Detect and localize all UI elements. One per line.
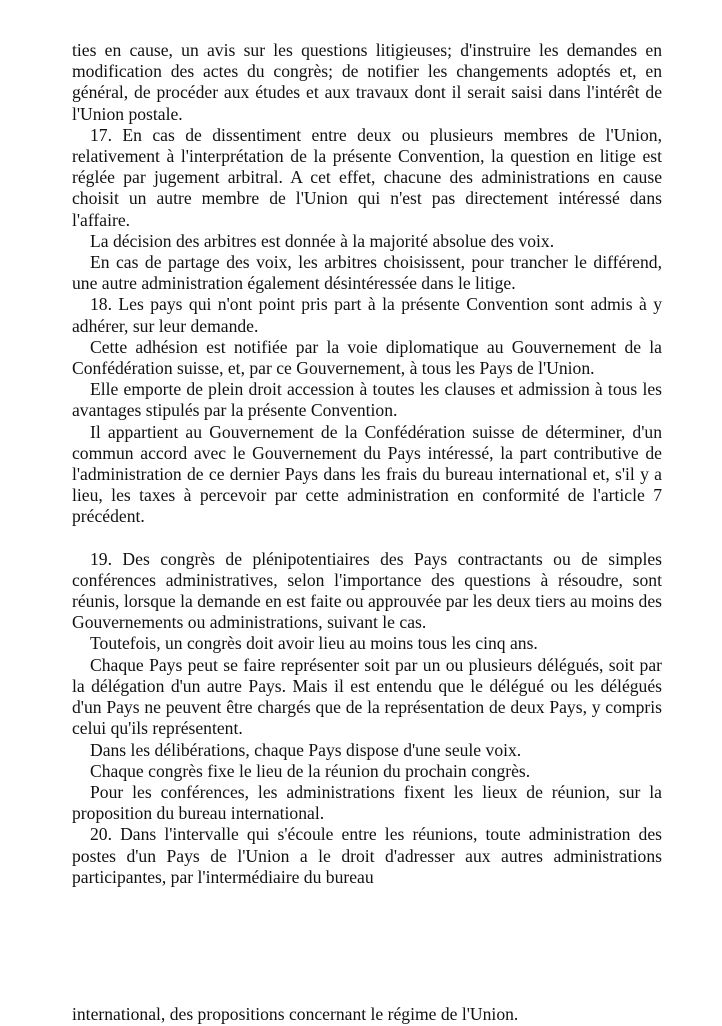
paragraph-17: 17. En cas de dissentiment entre deux ou plusieurs membres de l'Union, relativement à l'interprétation de la présente Convention, la question en litige est réglée par jugement arbitral. A cet effet, chacune des administrations en cause choisit un autre membre de l'Union qui n'est pas directement intéressé dans l'affaire. [72,124,662,230]
paragraph-19-conferences: Pour les conférences, les administrations fixent les lieux de réunion, sur la proposition du bureau international. [72,781,662,824]
section-spacer [72,528,662,549]
paragraph-19: 19. Des congrès de plénipotentiaires des Pays contractants ou de simples conférences administratives, selon l'importance des questions à résoudre, sont réunis, lorsque la demande en est faite ou approuvée par les deux tiers au moins des Gouvernements ou administrations, suivant le cas. [72,548,662,633]
paragraph-18: 18. Les pays qui n'ont point pris part à la présente Convention sont admis à y adhérer, sur leur demande. [72,294,662,336]
paragraph-19-cinq-ans: Toutefois, un congrès doit avoir lieu au moins tous les cinq ans. [90,633,538,654]
paragraph-16-continued: ties en cause, un avis sur les questions litigieuses; d'instruire les demandes en modification des actes du congrès; de notifier les changements adoptés et, en général, de procéder aux études et aux travaux dont il serait saisi dans l'intérêt de l'Union postale. [72,40,662,124]
paragraph-19-delegues: Chaque Pays peut se faire représenter soit par un ou plusieurs délégués, soit par la délégation d'un autre Pays. Mais il est entendu que le délégué ou les délégués d'un Pays ne peuvent être chargés que de la représentation de deux Pays, y compris celui qu'ils représentent. [72,654,662,739]
cut-off-line: international, des propositions concernant le régime de l'Union. [72,1004,519,1024]
document-page [72,40,662,888]
paragraph-20: 20. Dans l'intervalle qui s'écoule entre les réunions, toute administration des postes d'un Pays de l'Union a le droit d'adresser aux autres administrations participantes, par l'intermédiaire du bureau [72,824,662,887]
paragraph-18-accession: Elle emporte de plein droit accession à toutes les clauses et admission à tous les avantages stipulés par la présente Convention. [72,379,662,421]
paragraph-18-adhesion: Cette adhésion est notifiée par la voie diplomatique au Gouvernement de la Confédération suisse, et, par ce Gouvernement, à tous les Pays de l'Union. [72,336,662,379]
paragraph-17-arbitres: La décision des arbitres est donnée à la majorité absolue des voix. [90,230,555,251]
paragraph-19-voix: Dans les délibérations, chaque Pays dispose d'une seule voix. [90,739,522,760]
paragraph-19-lieu: Chaque congrès fixe le lieu de la réunion du prochain congrès. [90,760,531,781]
paragraph-17-partage: En cas de partage des voix, les arbitres choisissent, pour trancher le différend, une autre administration également désintéressée dans le litige. [72,252,662,294]
paragraph-18-contribution: Il appartient au Gouvernement de la Confédération suisse de déterminer, d'un commun accord avec le Gouvernement du Pays intéressé, la part contributive de l'administration de ce dernier Pays dans les frais du bureau international et, s'il y a lieu, les taxes à percevoir par cette administration en conformité de l'article 7 précédent. [72,421,662,527]
